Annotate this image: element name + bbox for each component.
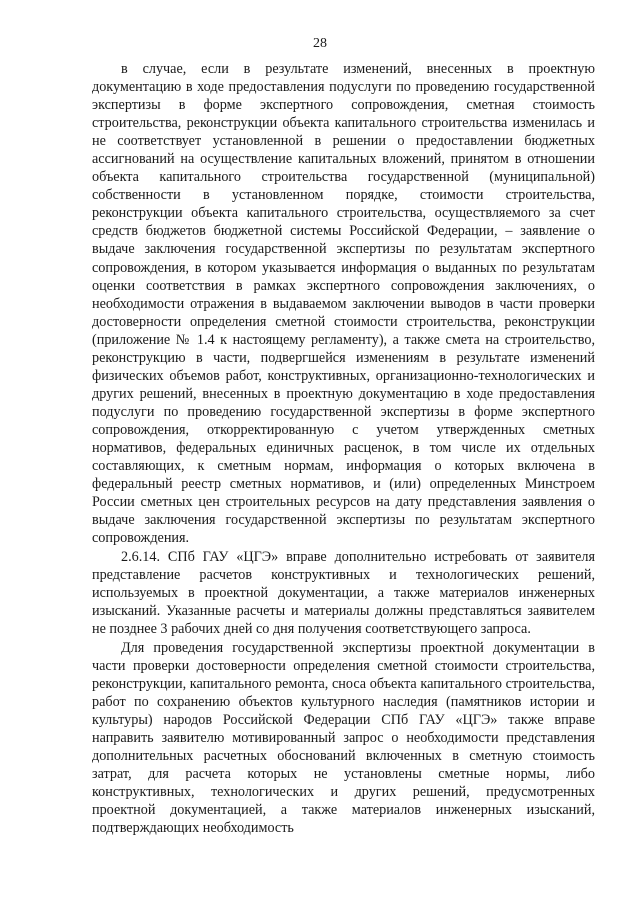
paragraph-2: 2.6.14. СПб ГАУ «ЦГЭ» вправе дополнительно истребовать от заявителя представление расчетов конструктивных и технологических решений, используемых в проектной документации, а также материалов инженерных изысканий. Указанные расчеты и материалы должны представляться заявителем не позднее 3 рабочих дней со дня получения соответствующего запроса. <box>92 548 595 637</box>
paragraph-3: Для проведения государственной экспертизы проектной документации в части проверки достоверности определения сметной стоимости строительства, реконструкции, капитального ремонта, сноса объекта капитального строительства, работ по сохранению объектов культурного наследия (памятников истории и культуры) народов Российской Федерации СПб ГАУ «ЦГЭ» также вправе направить заявителю мотивированный запрос о необходимости представления дополнительных расчетных обоснований включенных в сметную стоимость затрат, для расчета которых не установлены сметные нормы, либо конструктивных, технологических и других решений, предусмотренных проектной документацией, а также материалов инженерных изысканий, подтверждающих необходимость <box>92 639 595 836</box>
page-number: 28 <box>313 36 327 51</box>
paragraph-1: в случае, если в результате изменений, внесенных в проектную документацию в ходе предоставления подуслуги по проведению государственной экспертизы в форме экспертного сопровождения, сметная стоимость строительства, реконструкции объекта капитального строительства изменилась и не соответствует установленной в решении о предоставлении бюджетных ассигнований на осуществление капитальных вложений, принятом в отношении объекта капитального строительства государственной (муниципальной) собственности в установленном порядке, стоимости строительства, реконструкции объекта капитального строительства, осуществляемого за счет средств бюджетов бюджетной системы Российской Федерации, – заявление о выдаче заключения государственной экспертизы по результатам экспертного сопровождения, в котором указывается информация о выданных по результатам оценки соответствия в рамках экспертного сопровождения заключениях, о необходимости отражения в выдаваемом заключении выводов в части проверки достоверности определения сметной стоимости строительства, реконструкции (приложение № 1.4 к настоящему регламенту), а также смета на строительство, реконструкцию в части, подвергшейся изменениям в результате изменений физических объемов работ, конструктивных, организационно-технологических и других решений, внесенных в проектную документацию в ходе предоставления подуслуги по проведению государственной экспертизы в форме экспертного сопровождения, откорректированную с учетом утвержденных сметных нормативов, федеральных единичных расценок, в том числе их отдельных составляющих, к сметным нормам, информация о которых включена в федеральный реестр сметных нормативов, и (или) определенных Минстроем России сметных цен строительных ресурсов на дату представления заявления о выдаче заключения государственной экспертизы по результатам экспертного сопровождения. <box>92 61 595 547</box>
body-text <box>92 60 595 837</box>
